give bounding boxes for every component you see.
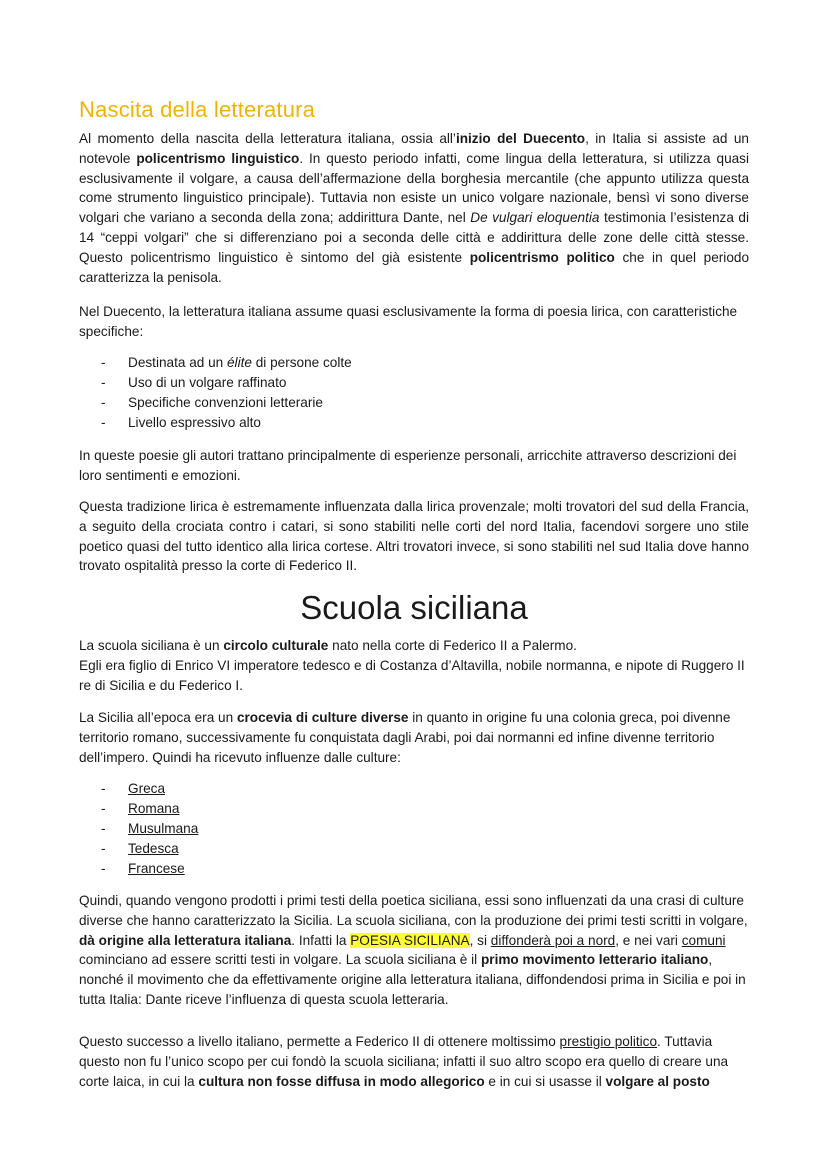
- bold-text: policentrismo linguistico: [136, 150, 300, 166]
- paragraph-prestigio: [79, 1032, 749, 1091]
- text: La scuola siciliana è un: [79, 638, 224, 653]
- list-culture: [79, 779, 749, 879]
- underlined-text: Francese: [128, 861, 185, 876]
- bold-text: primo movimento letterario italiano: [480, 952, 709, 968]
- text: La Sicilia all’epoca era un: [79, 710, 237, 725]
- list-caratteristiche: [79, 353, 749, 433]
- text: Quindi, quando vengono prodotti i primi testi della poetica siciliana, essi sono influenzati da una crasi di culture diverse che hanno caratterizzato la Sicilia. La scuola siciliana, con la produzione dei primi testi scritti in volgare,: [79, 893, 748, 928]
- list-item: [79, 799, 749, 819]
- text: cominciano ad essere scritti testi in volgare. La scuola siciliana è il: [79, 952, 481, 968]
- underlined-text: Tedesca: [128, 841, 179, 856]
- bold-text: dà origine alla letteratura italiana: [79, 932, 292, 948]
- bold-text: policentrismo politico: [469, 249, 615, 265]
- paragraph-crocevia: [79, 708, 749, 767]
- text: , nonché il movimento che da effettivamente origine alla letteratura italiana, diffondendosi prima in Sicilia e poi in tutta Italia: Dante riceve l’influenza di questa scuola letteraria.: [79, 952, 746, 1007]
- text: Destinata ad un: [128, 355, 227, 370]
- list-item: [79, 839, 749, 859]
- heading-nascita: Nascita della letteratura: [79, 97, 316, 122]
- bold-text: circolo culturale: [223, 638, 329, 653]
- italic-text: élite: [227, 355, 252, 370]
- paragraph-temi: In queste poesie gli autori trattano principalmente di esperienze personali, arricchite attraverso descrizioni dei loro sentimenti e emozioni.: [79, 448, 737, 483]
- list-item: [79, 779, 749, 799]
- paragraph-origine: [79, 891, 749, 1010]
- underlined-text: Musulmana: [128, 821, 199, 836]
- text: di persone colte: [251, 355, 352, 370]
- underlined-text: diffonderà poi a nord: [490, 932, 616, 948]
- text: . Infatti la: [291, 932, 351, 948]
- text: , si: [469, 932, 491, 948]
- text: testimonia l’esistenza di 14 “ceppi volgari” che si differenziano poi a seconda delle città e addirittura delle zone delle città stesse. Questo policentrismo linguistico è sintomo del già esistente: [79, 210, 749, 265]
- text: Questo successo a livello italiano, permette a Federico II di ottenere moltissimo: [79, 1034, 560, 1049]
- paragraph-policentrismo: [79, 129, 749, 287]
- underlined-text: Romana: [128, 801, 180, 816]
- text: , in Italia si assiste ad un notevole: [79, 131, 749, 166]
- underlined-text: comuni: [681, 932, 726, 948]
- list-item: - Specifiche convenzioni letterarie: [79, 393, 749, 413]
- list-item: - Uso di un volgare raffinato: [79, 373, 749, 393]
- paragraph-provenzale: Questa tradizione lirica è estremamente influenzata dalla lirica provenzale; molti trovatori del sud della Francia, a seguito della crociata contro i catari, si sono stabiliti nelle corti del nord Italia, facendovi sorgere uno stile poetico quasi del tutto identico alla lirica cortese. Altri trovatori invece, si sono stabiliti nel sud Italia dove hanno trovato ospitalità presso la corte di Federico II.: [79, 499, 749, 574]
- text: Egli era figlio di Enrico VI imperatore tedesco e di Costanza d’Altavilla, nobile normanna, e nipote di Ruggero II re di Sicilia e du Federico I.: [79, 657, 745, 693]
- text: nato nella corte di Federico II a Palermo.: [328, 638, 577, 653]
- text: . In questo periodo infatti, come lingua della letteratura, si utilizza quasi esclusivamente il volgare, a causa dell’affermazione della borghesia mercantile (che appunto utilizza questa come strumento linguistico principale). Tuttavia non esiste un unico volgare nazionale, bensì vi sono diverse volgari che variano a seconda della zona; addirittura Dante, nel: [79, 150, 750, 226]
- underlined-text: Greca: [128, 781, 166, 796]
- heading-scuola-siciliana: Scuola siciliana: [300, 589, 528, 626]
- italic-text: De vulgari eloquentia: [470, 210, 600, 226]
- text: in quanto in origine fu una colonia greca, poi divenne territorio romano, successivamente fu conquistata dagli Arabi, poi dai normanni ed infine divenne territorio dell’impero. Quindi ha ricevuto influenze dalle culture:: [79, 710, 731, 765]
- list-item: - Livello espressivo alto: [79, 413, 749, 433]
- text: che in quel periodo caratterizza la penisola.: [79, 249, 750, 285]
- list-item: [79, 819, 749, 839]
- bold-text: cultura non fosse diffusa in modo allegorico: [198, 1073, 485, 1089]
- text: . Tuttavia questo non fu l’unico scopo per cui fondò la scuola siciliana; infatti il suo altro scopo era quello di creare una corte laica, in cui la: [79, 1034, 729, 1089]
- bold-text: volgare al posto: [605, 1073, 710, 1089]
- highlighted-text: POESIA SICILIANA: [350, 932, 470, 948]
- list-item: [79, 859, 749, 879]
- bold-text: inizio del Duecento: [455, 131, 586, 146]
- paragraph-circolo: [79, 636, 749, 695]
- paragraph-duecento: Nel Duecento, la letteratura italiana assume quasi esclusivamente la forma di poesia lirica, con caratteristiche specifiche:: [79, 304, 738, 339]
- text: , e nei vari: [615, 932, 682, 948]
- list-item: [79, 353, 749, 373]
- underlined-text: prestigio politico: [559, 1034, 658, 1049]
- text: Al momento della nascita della letteratura italiana, ossia all’: [79, 131, 456, 146]
- bold-text: crocevia di culture diverse: [236, 710, 409, 725]
- text: e in cui si usasse il: [484, 1073, 606, 1089]
